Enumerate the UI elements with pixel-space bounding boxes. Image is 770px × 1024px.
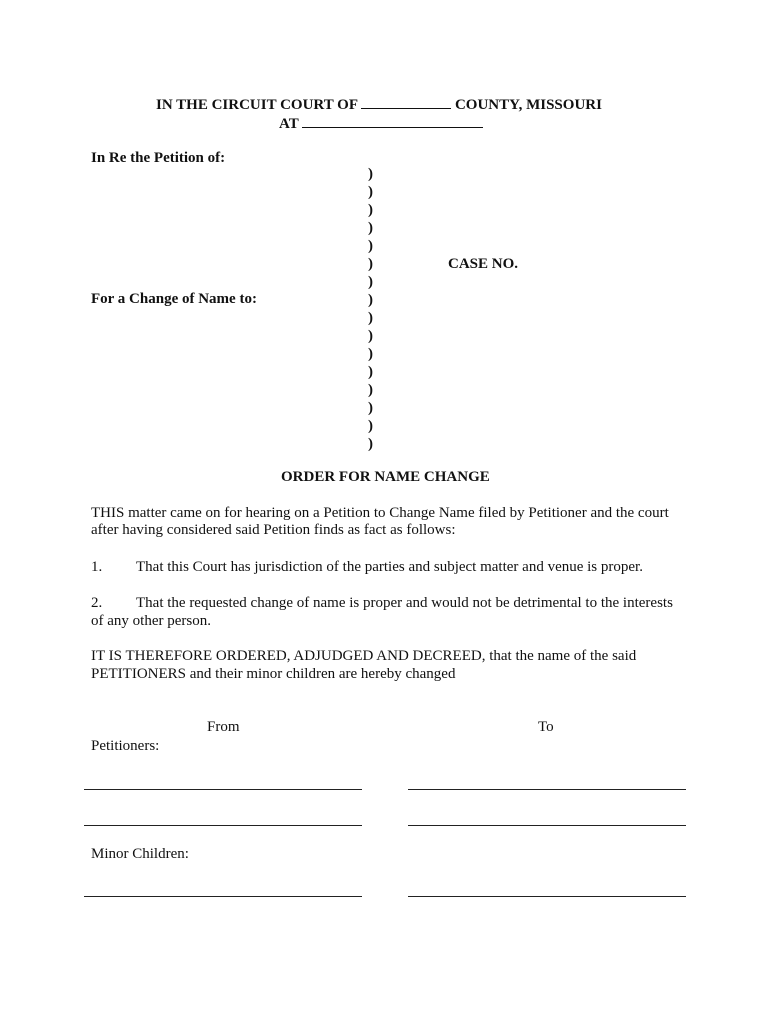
decree-line-2: PETITIONERS and their minor children are hereby changed	[91, 666, 456, 682]
caption-paren: )	[368, 364, 373, 380]
case-no-label: CASE NO.	[448, 256, 519, 272]
petitioner-2-to-line[interactable]	[408, 825, 686, 826]
petitioners-label: Petitioners:	[91, 738, 160, 754]
caption-paren: )	[368, 292, 373, 308]
caption-paren: )	[368, 274, 373, 290]
change-name-label: For a Change of Name to:	[91, 291, 257, 307]
court-suffix: COUNTY, MISSOURI	[454, 97, 602, 113]
caption-paren: )	[368, 184, 373, 200]
caption-paren: )	[368, 346, 373, 362]
to-column-label: To	[538, 719, 554, 735]
petitioner-1-to-line[interactable]	[408, 789, 686, 790]
petition-of-label: In Re the Petition of:	[91, 150, 226, 166]
caption-paren: )	[368, 238, 373, 254]
at-label: AT	[279, 116, 299, 132]
minor-children-label: Minor Children:	[91, 846, 189, 862]
caption-paren: )	[368, 382, 373, 398]
at-location-blank[interactable]	[302, 113, 483, 128]
finding-2-text-line-2: of any other person.	[91, 613, 211, 629]
petitioner-1-from-line[interactable]	[84, 789, 362, 790]
finding-1-number: 1.	[91, 559, 103, 575]
finding-2-text-line-1: That the requested change of name is proper and would not be detrimental to the interests	[136, 595, 673, 611]
at-line	[279, 113, 483, 133]
caption-paren: )	[368, 328, 373, 344]
caption-paren: )	[368, 400, 373, 416]
finding-2-number: 2.	[91, 595, 103, 611]
from-column-label: From	[207, 719, 240, 735]
order-title: ORDER FOR NAME CHANGE	[281, 469, 490, 485]
petitioner-2-from-line[interactable]	[84, 825, 362, 826]
caption-paren: )	[368, 256, 373, 272]
caption-paren: )	[368, 166, 373, 182]
court-prefix: IN THE CIRCUIT COURT OF	[156, 97, 358, 113]
caption-paren: )	[368, 418, 373, 434]
intro-line-1: THIS matter came on for hearing on a Petition to Change Name filed by Petitioner and the court	[91, 505, 669, 521]
caption-paren: )	[368, 220, 373, 236]
intro-line-2: after having considered said Petition finds as fact as follows:	[91, 522, 456, 538]
minor-child-from-line[interactable]	[84, 896, 362, 897]
caption-paren: )	[368, 310, 373, 326]
decree-line-1: IT IS THEREFORE ORDERED, ADJUDGED AND DECREED, that the name of the said	[91, 648, 637, 664]
caption-paren: )	[368, 436, 373, 452]
court-heading	[156, 94, 602, 114]
minor-child-to-line[interactable]	[408, 896, 686, 897]
county-blank[interactable]	[361, 94, 451, 109]
caption-paren: )	[368, 202, 373, 218]
finding-1-text: That this Court has jurisdiction of the parties and subject matter and venue is proper.	[136, 559, 643, 575]
